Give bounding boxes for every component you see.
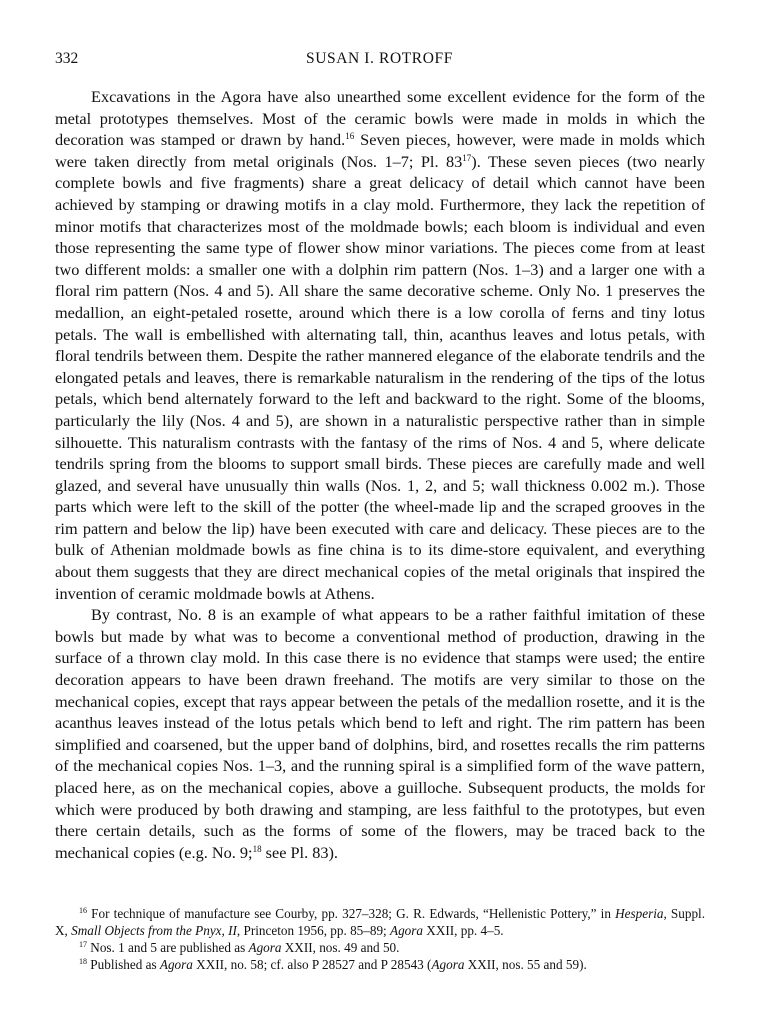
footnote-17 (55, 939, 705, 956)
running-head: SUSAN I. ROTROFF (306, 50, 453, 67)
footnote-text: For technique of manufacture see Courby, pp. 327–328; G. R. Edwards, “Hellenistic Pottery,” in (87, 906, 616, 921)
footnote-text: Nos. 1 and 5 are published as (87, 940, 249, 955)
footnote-text: , Princeton 1956, pp. 85–89; (236, 923, 391, 938)
footnote-number: 16 (79, 906, 87, 915)
footnote-italic: Agora (159, 957, 193, 972)
paragraph-text: Seven pieces, however, were made in molds which were taken directly from metal originals (Nos. 1–7; Pl. 83 (55, 130, 705, 171)
footnote-number: 17 (79, 940, 87, 949)
footnote-text: XXII, nos. 55 and 59). (464, 957, 587, 972)
page-number: 332 (55, 50, 79, 67)
footnote-italic: Agora (248, 940, 282, 955)
paragraph-1 (55, 86, 705, 604)
footnote-text: Published as (87, 957, 160, 972)
footnote-italic: Agora (390, 923, 423, 938)
footnote-ref: 17 (462, 152, 472, 163)
footnote-italic: Agora (431, 957, 465, 972)
paragraph-2 (55, 604, 705, 863)
paragraph-text: ). These seven pieces (two nearly complete bowls and five fragments) share a great delicacy of detail which cannot have been achieved by stamping or drawing motifs in a clay mold. Furthermore, they lack the repetition of minor motifs that characterizes most of the moldmade bowls; each bloom is individual and even those representing the same type of flower show minor variations. The pieces come from at least two different molds: a smaller one with a dolphin rim pattern (Nos. 1–3) and a larger one with a floral rim pattern (Nos. 4 and 5). All share the same decorative scheme. Only No. 1 preserves the medallion, an eight-petaled rosette, around which there is a low corolla of ferns and tiny lotus petals. The wall is embellished with alternating tall, thin, acanthus leaves and lotus petals, with floral tendrils between them. Despite the rather mannered elegance of the elaborate tendrils and the elongated petals and leaves, there is remarkable naturalism in the rendering of the tips of the lotus petals, which bend alternately forward to the left and backward to the right. Some of the blooms, particularly the lily (Nos. 4 and 5), are shown in a naturalistic perspective rather than in simple silhouette. This naturalism contrasts with the fantasy of the rims of Nos. 4 and 5, where delicate tendrils spring from the blooms to support small birds. These pieces are carefully made and well glazed, and several have unusually thin walls (Nos. 1, 2, and 5; wall thickness 0.002 m.). Those parts which were left to the skill of the potter (the wheel-made lip and the scraped grooves in the rim pattern and below the lip) have been executed with care and delicacy. These pieces are to the bulk of Athenian moldmade bowls as fine china is to its dime-store equivalent, and everything about them suggests that they are direct mechanical copies of the metal originals that inspired the invention of ceramic moldmade bowls at Athens. (55, 151, 705, 603)
footnote-text: XXII, no. 58; cf. also P 28527 and P 28543 ( (192, 957, 432, 972)
page-header (55, 50, 704, 74)
footnotes (55, 905, 705, 973)
paragraph-text: By contrast, No. 8 is an example of what appears to be a rather faithful imitation of these bowls but made by what was to become a conventional method of production, drawing in the surface of a thrown clay mold. In this case there is no evidence that stamps were used; the entire decoration appears to have been drawn freehand. The motifs are very similar to those on the mechanical copies, except that rays appear between the petals of the medallion rosette, and it is the acanthus leaves instead of the lotus petals which bend to left and right. The rim pattern has been simplified and coarsened, but the upper band of dolphins, bird, and rosettes recalls the rim patterns of the mechanical copies Nos. 1–3, and the running spiral is a simplified form of the wave pattern, placed here, as on the mechanical copies, above a guilloche. Subsequent products, the molds for which were produced by both drawing and stamping, are less faithful to the prototypes, but even there certain details, such as the forms of some of the flowers, may be traced back to the mechanical copies (e.g. No. 9; (55, 605, 705, 862)
footnote-ref: 18 (252, 843, 262, 854)
footnote-italic: Hesperia (615, 906, 664, 921)
footnote-italic: Small Objects from the Pnyx, II (71, 923, 237, 938)
footnote-text: , Suppl. X, (55, 906, 706, 938)
footnote-18 (55, 956, 705, 973)
body-text (55, 86, 705, 863)
paragraph-text: Excavations in the Agora have also unearthed some excellent evidence for the form of the metal prototypes themselves. Most of the ceramic bowls were made in molds in which the decoration was stamped or drawn by hand. (55, 87, 705, 150)
footnote-16 (55, 905, 705, 939)
footnote-ref: 16 (345, 131, 355, 142)
paragraph-text: see Pl. 83). (261, 842, 338, 862)
footnote-number: 18 (79, 957, 87, 966)
footnote-text: XXII, nos. 49 and 50. (281, 940, 400, 955)
footnote-text: XXII, pp. 4–5. (423, 923, 504, 938)
